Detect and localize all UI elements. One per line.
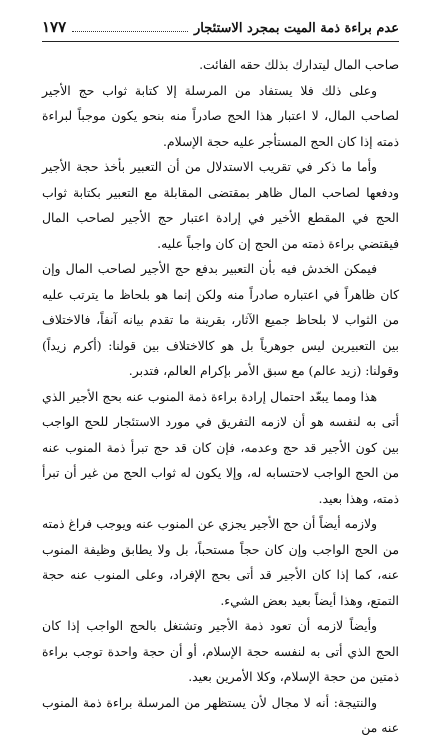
- running-title: عدم براءة ذمة الميت بمجرد الاستئجار: [194, 21, 399, 36]
- paragraph-8: والنتيجة: أنه لا مجال لأن يستظهر من المرسلة براءة ذمة المنوب عنه من: [42, 694, 399, 735]
- paragraph-3: وأما ما ذكر في تقريب الاستدلال من أن التعبير بأخذ حجة الأجير ودفعها لصاحب المال ظاهر بمقتضى المقابلة مع التعبير بكتابة ثواب الحج في المقطع الأخير في إرادة اعتبار حج الأجير لصاحب المال فيقتضي براءة ذمته من الحج إن كان واجباً عليه.: [42, 159, 399, 251]
- body-text: [42, 52, 399, 741]
- paragraph-2: وعلى ذلك فلا يستفاد من المرسلة إلا كتابة ثواب حج الأجير لصاحب المال، لا اعتبار هذا الحج صادراً منه بنحو يكون موجباً لبراءة ذمته إذا كان الحج المستأجر عليه حجة الإسلام.: [42, 82, 399, 149]
- paragraph-1: صاحب المال ليتدارك بذلك حقه الفائت.: [199, 57, 399, 72]
- paragraph-7: وأيضاً لازمه أن تعود ذمة الأجير وتشتغل بالحج الواجب إذا كان الحج الذي أتى به لنفسه حجة الإسلام، أو أن حجة واحدة توجب براءة ذمتين من حجة الإسلام، وكلا الأمرين بعيد.: [42, 618, 399, 684]
- paragraph-4: فيمكن الخدش فيه بأن التعبير بدفع حج الأجير لصاحب المال وإن كان ظاهراً في اعتباره صادراً منه ولكن إنما هو بلحاظ ما يترتب عليه من الثواب لا بلحاظ جميع الآثار، بقرينة ما تقدم بيانه آنفاً، فالاختلاف بين التعبيرين ليس جوهرياً بل هو كالاختلاف بين قولنا: (أكرم زيداً) وقولنا: (زيد عالم) مع سبق الأمر بإكرام العالم، فتدبر.: [42, 261, 399, 378]
- running-header: [42, 18, 399, 42]
- page-number: ١٧٧: [42, 18, 67, 36]
- paragraph-6: ولازمه أيضاً أن حج الأجير يجزي عن المنوب عنه ويوجب فراغ ذمته من الحج الواجب وإن كان حجاً مستحباً، بل ولا يطابق وظيفة المنوب عنه، كما إذا كان الأجير قد أتى بحج الإفراد، وعلى المنوب عنه حجة التمتع، وهذا أيضاً بعيد بعض الشيء.: [42, 516, 399, 608]
- paragraph-5: هذا ومما يبعّد احتمال إرادة براءة ذمة المنوب عنه بحج الأجير الذي أتى به لنفسه هو أن لازمه التفريق في مورد الاستئجار للحج الواجب بين كون الأجير قد حج وعدمه، فإن كان قد حج تبرأ ذمة المنوب عنه من الحج الواجب لاحتسابه له، وإلا يكون له ثواب الحج من غير أن تبرأ ذمته، وهذا بعيد.: [42, 388, 399, 506]
- header-dot-leader: [72, 22, 188, 32]
